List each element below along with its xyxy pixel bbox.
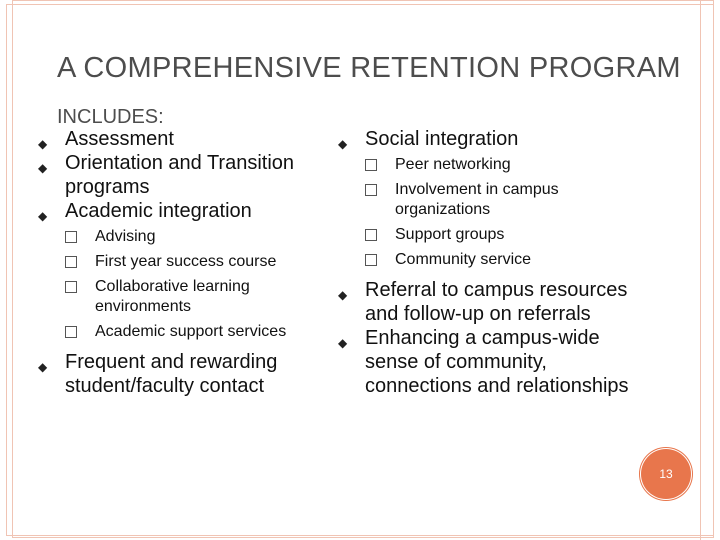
diamond-bullet-icon: ◆ [38, 161, 48, 175]
slide-title [57, 48, 681, 132]
diamond-bullet-icon: ◆ [38, 137, 48, 151]
sub-list-item-text: Peer networking [395, 156, 511, 173]
sub-list-item [65, 322, 328, 342]
sub-list-item-text: Support groups [395, 226, 505, 243]
diamond-bullet-icon: ◆ [38, 360, 48, 374]
list-item-text: Enhancing a campus-wide sense of community, connections and relationships [365, 327, 629, 397]
diamond-bullet-icon: ◆ [338, 137, 348, 151]
list-item [38, 151, 328, 199]
right-column [338, 127, 638, 398]
sub-list-item [365, 225, 638, 245]
sub-list-item [65, 277, 328, 317]
list-item [338, 278, 638, 326]
sub-list-item-text: Collaborative learning environments [95, 278, 250, 315]
box-bullet-icon [65, 281, 77, 293]
box-bullet-icon [365, 229, 377, 241]
sub-list-item-text: Academic support services [95, 323, 287, 340]
title-line-2: INCLUDES: [57, 106, 164, 128]
left-column [38, 127, 328, 398]
sub-list-item [365, 250, 638, 270]
list-item-text: Orientation and Transition programs [65, 152, 295, 198]
sub-list-item-text: Involvement in campus organizations [395, 181, 559, 218]
diamond-bullet-icon: ◆ [338, 336, 348, 350]
list-item [38, 350, 328, 398]
list-item [38, 199, 328, 223]
sub-list-item [65, 252, 328, 272]
box-bullet-icon [365, 254, 377, 266]
list-item-text: Academic integration [65, 200, 252, 222]
slide-frame-rule [700, 0, 701, 540]
box-bullet-icon [65, 256, 77, 268]
list-item-text: Social integration [365, 128, 519, 150]
box-bullet-icon [365, 159, 377, 171]
page-number-badge: 13 [641, 449, 691, 499]
sub-list-item-text: First year success course [95, 253, 277, 270]
diamond-bullet-icon: ◆ [338, 288, 348, 302]
sub-list-item [65, 227, 328, 247]
title-line-1: A COMPREHENSIVE RETENTION PROGRAM [57, 52, 681, 84]
list-item-text: Assessment [65, 128, 174, 150]
list-item-text: Frequent and rewarding student/faculty contact [65, 351, 278, 397]
diamond-bullet-icon: ◆ [38, 209, 48, 223]
sub-list-item-text: Advising [95, 228, 156, 245]
box-bullet-icon [65, 231, 77, 243]
list-item [338, 326, 638, 398]
box-bullet-icon [365, 184, 377, 196]
sub-list-item-text: Community service [395, 251, 532, 268]
box-bullet-icon [65, 326, 77, 338]
list-item-text: Referral to campus resources and follow-up on referrals [365, 279, 628, 325]
sub-list-item [365, 155, 638, 175]
sub-list-item [365, 180, 638, 220]
list-item [38, 127, 328, 151]
list-item [338, 127, 638, 151]
